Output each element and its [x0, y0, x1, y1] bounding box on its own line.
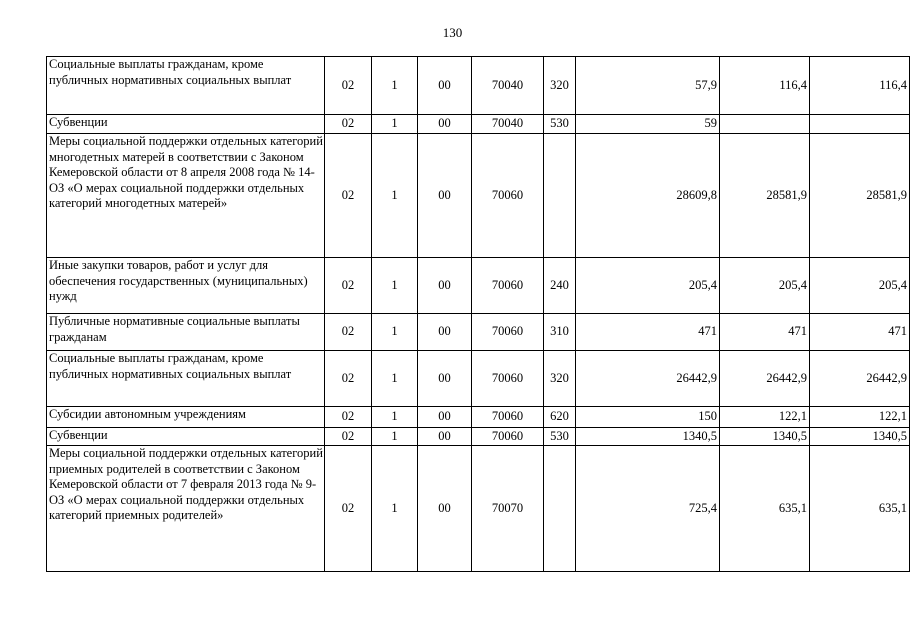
- cell-value-3: 205,4: [810, 258, 910, 314]
- cell-code-2: 1: [372, 314, 418, 351]
- cell-code-1: 02: [325, 115, 372, 134]
- cell-value-1: 471: [576, 314, 720, 351]
- cell-code-4: 70040: [472, 57, 544, 115]
- row-name: Иные закупки товаров, работ и услуг для обеспечения государственных (муниципальных) нужд: [47, 258, 325, 314]
- page-number: 130: [442, 25, 463, 40]
- cell-code-2: 1: [372, 57, 418, 115]
- cell-code-3: 00: [418, 57, 472, 115]
- cell-code-2: 1: [372, 407, 418, 428]
- cell-value-1: 57,9: [576, 57, 720, 115]
- cell-code-5: 240: [544, 258, 576, 314]
- cell-code-2: 1: [372, 428, 418, 446]
- table-row: [47, 407, 910, 428]
- cell-value-2: 28581,9: [720, 134, 810, 258]
- cell-code-5: 320: [544, 57, 576, 115]
- cell-code-4: 70060: [472, 134, 544, 258]
- table-row: [47, 428, 910, 446]
- cell-code-5: 310: [544, 314, 576, 351]
- row-name: Меры социальной поддержки отдельных категорий приемных родителей в соответствии с Законом Кемеровской области от 7 февраля 2013 года № 9-ОЗ «О мерах социальной поддержки отдельных категорий приемных родителей»: [47, 446, 325, 572]
- cell-value-1: 725,4: [576, 446, 720, 572]
- row-name: Субвенции: [47, 428, 325, 446]
- cell-value-2: 116,4: [720, 57, 810, 115]
- cell-code-5: 620: [544, 407, 576, 428]
- cell-code-3: 00: [418, 428, 472, 446]
- table-row: [47, 446, 910, 572]
- cell-code-1: 02: [325, 57, 372, 115]
- cell-value-2: 471: [720, 314, 810, 351]
- cell-code-1: 02: [325, 446, 372, 572]
- table-row: [47, 351, 910, 407]
- cell-value-3: 471: [810, 314, 910, 351]
- cell-value-2: 635,1: [720, 446, 810, 572]
- cell-value-1: 205,4: [576, 258, 720, 314]
- cell-code-3: 00: [418, 407, 472, 428]
- cell-code-2: 1: [372, 258, 418, 314]
- table-row: [47, 134, 910, 258]
- row-name: Субвенции: [47, 115, 325, 134]
- cell-value-3: 122,1: [810, 407, 910, 428]
- cell-code-5: [544, 446, 576, 572]
- cell-code-4: 70060: [472, 351, 544, 407]
- cell-value-3: 1340,5: [810, 428, 910, 446]
- cell-value-2: 122,1: [720, 407, 810, 428]
- cell-code-5: [544, 134, 576, 258]
- cell-value-1: 1340,5: [576, 428, 720, 446]
- cell-value-2: 1340,5: [720, 428, 810, 446]
- cell-code-3: 00: [418, 115, 472, 134]
- row-name: Меры социальной поддержки отдельных категорий многодетных матерей в соответствии с Законом Кемеровской области от 8 апреля 2008 года № 14-ОЗ «О мерах социальной поддержки отдельных категорий многодетных матерей»: [47, 134, 325, 258]
- cell-code-4: 70040: [472, 115, 544, 134]
- cell-value-2: 26442,9: [720, 351, 810, 407]
- budget-table: [46, 56, 910, 572]
- cell-value-2: 205,4: [720, 258, 810, 314]
- row-name: Субсидии автономным учреждениям: [47, 407, 325, 428]
- row-name: Социальные выплаты гражданам, кроме публичных нормативных социальных выплат: [47, 57, 325, 115]
- cell-code-1: 02: [325, 428, 372, 446]
- cell-value-3: 116,4: [810, 57, 910, 115]
- cell-code-4: 70060: [472, 258, 544, 314]
- table-row: [47, 314, 910, 351]
- cell-code-1: 02: [325, 407, 372, 428]
- cell-code-2: 1: [372, 446, 418, 572]
- cell-code-1: 02: [325, 134, 372, 258]
- cell-value-1: 150: [576, 407, 720, 428]
- cell-code-3: 00: [418, 134, 472, 258]
- cell-code-2: 1: [372, 115, 418, 134]
- cell-code-5: 320: [544, 351, 576, 407]
- cell-value-3: 635,1: [810, 446, 910, 572]
- table-row: [47, 258, 910, 314]
- cell-value-1: 26442,9: [576, 351, 720, 407]
- cell-code-5: 530: [544, 115, 576, 134]
- table-row: [47, 57, 910, 115]
- cell-code-1: 02: [325, 314, 372, 351]
- cell-code-3: 00: [418, 446, 472, 572]
- cell-code-2: 1: [372, 351, 418, 407]
- cell-value-2: [720, 115, 810, 134]
- cell-value-3: 26442,9: [810, 351, 910, 407]
- cell-code-3: 00: [418, 314, 472, 351]
- cell-code-5: 530: [544, 428, 576, 446]
- cell-code-4: 70070: [472, 446, 544, 572]
- cell-code-3: 00: [418, 351, 472, 407]
- cell-code-4: 70060: [472, 407, 544, 428]
- table-row: [47, 115, 910, 134]
- cell-code-4: 70060: [472, 314, 544, 351]
- cell-value-1: 28609,8: [576, 134, 720, 258]
- cell-code-1: 02: [325, 258, 372, 314]
- cell-code-3: 00: [418, 258, 472, 314]
- cell-code-4: 70060: [472, 428, 544, 446]
- cell-code-2: 1: [372, 134, 418, 258]
- cell-value-3: [810, 115, 910, 134]
- cell-value-1: 59: [576, 115, 720, 134]
- cell-value-3: 28581,9: [810, 134, 910, 258]
- row-name: Социальные выплаты гражданам, кроме публичных нормативных социальных выплат: [47, 351, 325, 407]
- cell-code-1: 02: [325, 351, 372, 407]
- row-name: Публичные нормативные социальные выплаты гражданам: [47, 314, 325, 351]
